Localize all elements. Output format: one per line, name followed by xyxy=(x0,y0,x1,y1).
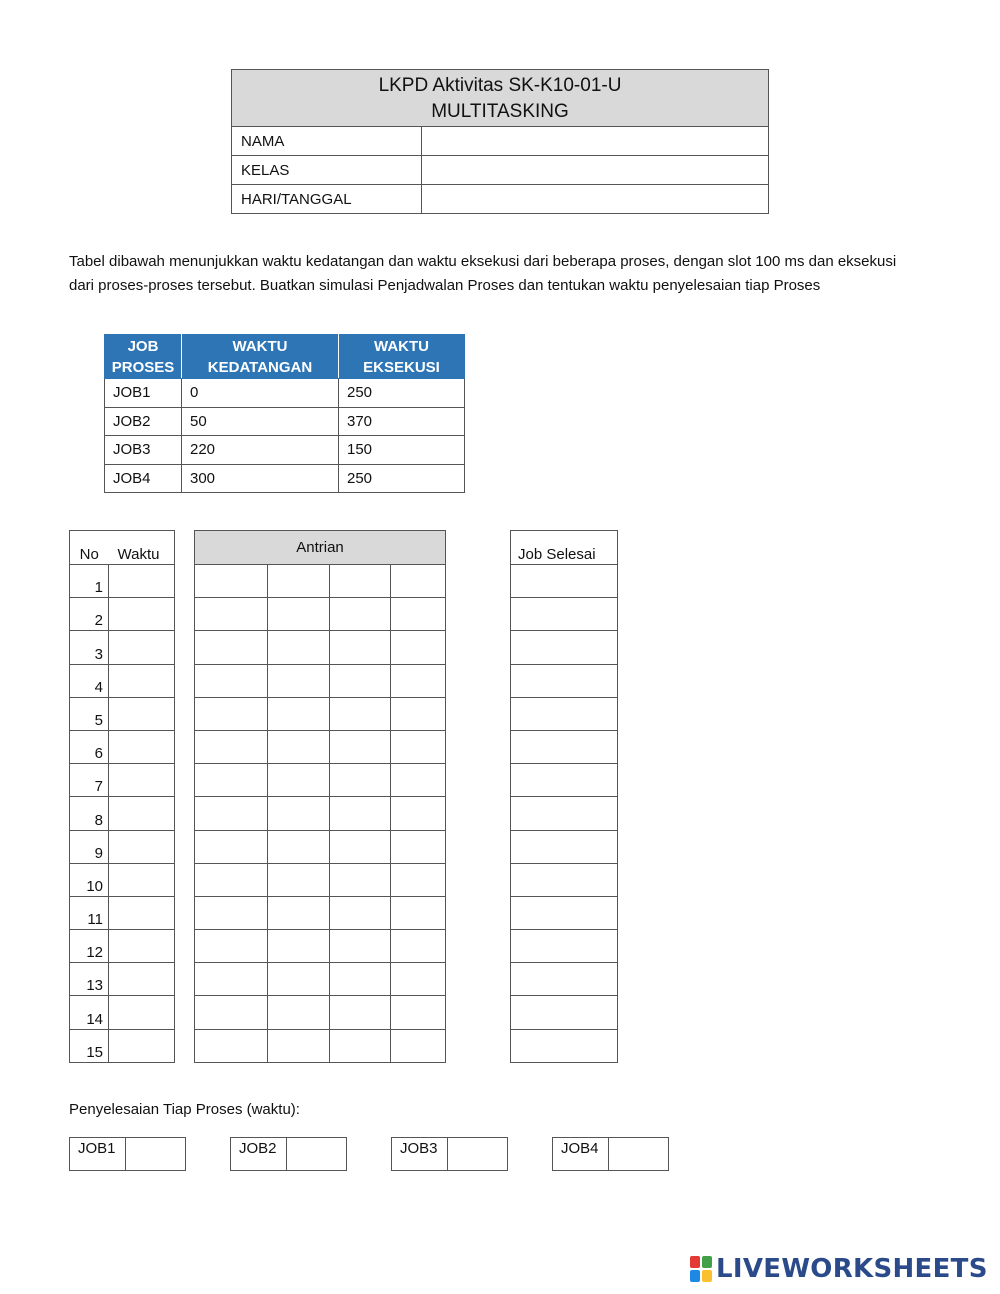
job-selesai-input-cell[interactable] xyxy=(511,830,618,863)
completion-job-input[interactable] xyxy=(448,1138,508,1171)
table-row xyxy=(70,797,175,830)
table-row xyxy=(195,664,446,697)
job-selesai-input-cell[interactable] xyxy=(511,863,618,896)
job-name-cell: JOB4 xyxy=(105,464,182,493)
completion-job-input[interactable] xyxy=(609,1138,669,1171)
row-number-cell: 10 xyxy=(70,863,109,896)
completion-job-label: JOB2 xyxy=(231,1138,287,1171)
table-row xyxy=(511,896,618,929)
antrian-slot-2[interactable] xyxy=(268,730,330,763)
header-table xyxy=(231,69,769,214)
table-row xyxy=(195,730,446,763)
row-number-cell: 9 xyxy=(70,830,109,863)
table-row xyxy=(511,764,618,797)
job-selesai-input-cell[interactable] xyxy=(511,896,618,929)
job-selesai-input-cell[interactable] xyxy=(511,764,618,797)
table-row xyxy=(195,797,446,830)
antrian-slot-4[interactable] xyxy=(391,863,446,896)
selesai-body xyxy=(511,565,618,1063)
antrian-slot-1[interactable] xyxy=(195,896,268,929)
job-selesai-input-cell[interactable] xyxy=(511,598,618,631)
no-waktu-body xyxy=(70,565,175,1063)
row-number-cell: 1 xyxy=(70,565,109,598)
table-row xyxy=(511,930,618,963)
table-row xyxy=(70,830,175,863)
table-row xyxy=(70,1029,175,1062)
antrian-slot-3[interactable] xyxy=(330,697,391,730)
antrian-slot-4[interactable] xyxy=(391,565,446,598)
table-row xyxy=(70,730,175,763)
waktu-input-cell[interactable] xyxy=(109,896,175,929)
antrian-slot-2[interactable] xyxy=(268,963,330,996)
job-selesai-input-cell[interactable] xyxy=(511,797,618,830)
completion-row xyxy=(70,1138,186,1171)
antrian-slot-3[interactable] xyxy=(330,996,391,1029)
liveworksheets-logo xyxy=(690,1254,988,1284)
job-header-proses-line2: PROSES xyxy=(111,358,175,376)
table-row xyxy=(70,764,175,797)
antrian-slot-2[interactable] xyxy=(268,565,330,598)
table-row xyxy=(511,830,618,863)
table-row xyxy=(511,963,618,996)
antrian-slot-4[interactable] xyxy=(391,1029,446,1062)
antrian-slot-3[interactable] xyxy=(330,764,391,797)
table-row xyxy=(195,598,446,631)
antrian-slot-3[interactable] xyxy=(330,664,391,697)
waktu-input-cell[interactable] xyxy=(109,863,175,896)
antrian-slot-4[interactable] xyxy=(391,664,446,697)
table-row xyxy=(195,1029,446,1062)
row-number-cell: 7 xyxy=(70,764,109,797)
table-row xyxy=(195,565,446,598)
antrian-header-row xyxy=(195,531,446,565)
worksheet-title-line2: MULTITASKING xyxy=(431,101,569,122)
table-row xyxy=(511,631,618,664)
waktu-input-cell[interactable] xyxy=(109,631,175,664)
job-header-eksekusi-line1: WAKTU xyxy=(374,337,429,355)
table-row xyxy=(70,598,175,631)
waktu-input-cell[interactable] xyxy=(109,963,175,996)
antrian-slot-3[interactable] xyxy=(330,631,391,664)
antrian-slot-4[interactable] xyxy=(391,930,446,963)
antrian-slot-1[interactable] xyxy=(195,930,268,963)
antrian-body xyxy=(195,565,446,1063)
antrian-slot-1[interactable] xyxy=(195,797,268,830)
table-row xyxy=(511,697,618,730)
job-header-proses xyxy=(105,335,182,379)
row-number-cell: 15 xyxy=(70,1029,109,1062)
worksheet-title xyxy=(232,70,769,127)
table-row xyxy=(511,730,618,763)
liveworksheets-logo-text: LIVEWORKSHEETS xyxy=(716,1254,988,1284)
selesai-header-row xyxy=(511,531,618,565)
table-row xyxy=(195,631,446,664)
antrian-slot-4[interactable] xyxy=(391,830,446,863)
completion-box-job3 xyxy=(391,1137,508,1171)
antrian-slot-4[interactable] xyxy=(391,598,446,631)
field-row-hari-tanggal xyxy=(232,185,769,214)
antrian-slot-4[interactable] xyxy=(391,697,446,730)
waktu-input-cell[interactable] xyxy=(109,764,175,797)
row-number-cell: 12 xyxy=(70,930,109,963)
table-row xyxy=(195,963,446,996)
field-label-nama: NAMA xyxy=(232,127,422,156)
job-selesai-input-cell[interactable] xyxy=(511,996,618,1029)
completion-box-job1 xyxy=(69,1137,186,1171)
table-row xyxy=(511,598,618,631)
waktu-input-cell[interactable] xyxy=(109,1029,175,1062)
antrian-slot-3[interactable] xyxy=(330,598,391,631)
row-number-cell: 5 xyxy=(70,697,109,730)
mark-square-red xyxy=(690,1256,700,1268)
row-number-cell: 3 xyxy=(70,631,109,664)
row-number-cell: 2 xyxy=(70,598,109,631)
job-selesai-input-cell[interactable] xyxy=(511,697,618,730)
worksheet-title-line1: LKPD Aktivitas SK-K10-01-U xyxy=(378,75,622,96)
no-waktu-header-row xyxy=(70,531,175,565)
table-row xyxy=(511,1029,618,1062)
antrian-slot-1[interactable] xyxy=(195,697,268,730)
completion-box-job2 xyxy=(230,1137,347,1171)
antrian-slot-4[interactable] xyxy=(391,797,446,830)
waktu-input-cell[interactable] xyxy=(109,797,175,830)
antrian-slot-3[interactable] xyxy=(330,863,391,896)
antrian-slot-1[interactable] xyxy=(195,963,268,996)
job-name-cell: JOB1 xyxy=(105,379,182,408)
no-waktu-table xyxy=(69,530,175,1063)
job-arrival-cell: 300 xyxy=(182,464,339,493)
antrian-slot-1[interactable] xyxy=(195,1029,268,1062)
antrian-slot-4[interactable] xyxy=(391,963,446,996)
field-input-kelas[interactable] xyxy=(422,156,769,185)
antrian-slot-1[interactable] xyxy=(195,598,268,631)
table-row xyxy=(70,664,175,697)
antrian-slot-3[interactable] xyxy=(330,1029,391,1062)
antrian-slot-2[interactable] xyxy=(268,797,330,830)
antrian-slot-2[interactable] xyxy=(268,830,330,863)
antrian-slot-2[interactable] xyxy=(268,896,330,929)
table-row xyxy=(511,797,618,830)
completion-job-label: JOB3 xyxy=(392,1138,448,1171)
completion-job-input[interactable] xyxy=(287,1138,347,1171)
job-exec-cell: 250 xyxy=(339,379,465,408)
table-row xyxy=(70,863,175,896)
antrian-slot-2[interactable] xyxy=(268,697,330,730)
job-arrival-cell: 50 xyxy=(182,407,339,436)
job-table-header-row xyxy=(105,335,465,379)
table-row xyxy=(511,664,618,697)
antrian-slot-2[interactable] xyxy=(268,598,330,631)
completion-label: Penyelesaian Tiap Proses (waktu): xyxy=(69,1101,300,1118)
table-row xyxy=(70,631,175,664)
row-number-cell: 14 xyxy=(70,996,109,1029)
antrian-slot-2[interactable] xyxy=(268,1029,330,1062)
completion-box-job4 xyxy=(552,1137,669,1171)
table-row xyxy=(70,963,175,996)
waktu-header: Waktu xyxy=(109,531,175,565)
job-selesai-input-cell[interactable] xyxy=(511,565,618,598)
antrian-slot-2[interactable] xyxy=(268,863,330,896)
row-number-cell: 8 xyxy=(70,797,109,830)
job-arrival-cell: 220 xyxy=(182,436,339,465)
antrian-slot-4[interactable] xyxy=(391,631,446,664)
job-exec-cell: 370 xyxy=(339,407,465,436)
completion-job-label: JOB1 xyxy=(70,1138,126,1171)
row-number-cell: 4 xyxy=(70,664,109,697)
job-exec-cell: 150 xyxy=(339,436,465,465)
completion-job-input[interactable] xyxy=(126,1138,186,1171)
table-row xyxy=(511,996,618,1029)
header-title-row xyxy=(232,70,769,127)
waktu-input-cell[interactable] xyxy=(109,996,175,1029)
waktu-input-cell[interactable] xyxy=(109,697,175,730)
antrian-slot-2[interactable] xyxy=(268,996,330,1029)
waktu-input-cell[interactable] xyxy=(109,565,175,598)
no-header: No xyxy=(70,531,109,565)
job-selesai-input-cell[interactable] xyxy=(511,1029,618,1062)
field-row-kelas xyxy=(232,156,769,185)
antrian-slot-1[interactable] xyxy=(195,764,268,797)
antrian-slot-3[interactable] xyxy=(330,896,391,929)
table-row xyxy=(195,697,446,730)
field-label-kelas: KELAS xyxy=(232,156,422,185)
job-header-eksekusi-line2: EKSEKUSI xyxy=(363,358,440,376)
antrian-slot-4[interactable] xyxy=(391,896,446,929)
table-row xyxy=(511,565,618,598)
antrian-slot-3[interactable] xyxy=(330,730,391,763)
antrian-slot-2[interactable] xyxy=(268,631,330,664)
antrian-slot-1[interactable] xyxy=(195,664,268,697)
table-row xyxy=(105,379,465,408)
antrian-slot-1[interactable] xyxy=(195,631,268,664)
mark-square-yellow xyxy=(702,1270,712,1282)
job-selesai-input-cell[interactable] xyxy=(511,664,618,697)
job-selesai-input-cell[interactable] xyxy=(511,963,618,996)
antrian-slot-3[interactable] xyxy=(330,565,391,598)
job-header-proses-line1: JOB xyxy=(127,337,159,355)
waktu-input-cell[interactable] xyxy=(109,830,175,863)
antrian-slot-1[interactable] xyxy=(195,830,268,863)
job-selesai-table xyxy=(510,530,618,1063)
table-row xyxy=(195,896,446,929)
antrian-slot-1[interactable] xyxy=(195,863,268,896)
antrian-header: Antrian xyxy=(195,531,446,565)
antrian-slot-4[interactable] xyxy=(391,764,446,797)
table-row xyxy=(195,930,446,963)
antrian-slot-4[interactable] xyxy=(391,730,446,763)
table-row xyxy=(195,863,446,896)
job-header-kedatangan xyxy=(182,335,339,379)
field-row-nama xyxy=(232,127,769,156)
waktu-input-cell[interactable] xyxy=(109,730,175,763)
job-selesai-header: Job Selesai xyxy=(511,531,618,565)
antrian-slot-3[interactable] xyxy=(330,963,391,996)
table-row xyxy=(70,896,175,929)
waktu-input-cell[interactable] xyxy=(109,598,175,631)
field-input-nama[interactable] xyxy=(422,127,769,156)
antrian-slot-1[interactable] xyxy=(195,730,268,763)
table-row xyxy=(70,697,175,730)
job-arrival-cell: 0 xyxy=(182,379,339,408)
field-input-hari-tanggal[interactable] xyxy=(422,185,769,214)
antrian-slot-4[interactable] xyxy=(391,996,446,1029)
job-selesai-input-cell[interactable] xyxy=(511,631,618,664)
completion-row xyxy=(553,1138,669,1171)
waktu-input-cell[interactable] xyxy=(109,664,175,697)
table-row xyxy=(105,407,465,436)
completion-row xyxy=(231,1138,347,1171)
antrian-slot-1[interactable] xyxy=(195,565,268,598)
job-selesai-input-cell[interactable] xyxy=(511,730,618,763)
job-header-kedatangan-line2: KEDATANGAN xyxy=(207,358,313,376)
instructions-text: Tabel dibawah menunjukkan waktu kedatangan dan waktu eksekusi dari beberapa proses, dengan slot 100 ms dan eksekusi dari proses-proses tersebut. Buatkan simulasi Penjadwalan Proses dan tentukan waktu penyelesaian tiap Proses xyxy=(69,253,897,294)
job-header-eksekusi xyxy=(339,335,465,379)
antrian-slot-2[interactable] xyxy=(268,930,330,963)
liveworksheets-mark-icon xyxy=(690,1256,712,1282)
table-row xyxy=(195,996,446,1029)
antrian-table xyxy=(194,530,446,1063)
antrian-slot-2[interactable] xyxy=(268,764,330,797)
mark-square-green xyxy=(702,1256,712,1268)
row-number-cell: 6 xyxy=(70,730,109,763)
job-process-table xyxy=(104,334,465,493)
completion-row xyxy=(392,1138,508,1171)
mark-square-blue xyxy=(690,1270,700,1282)
antrian-slot-1[interactable] xyxy=(195,996,268,1029)
antrian-slot-3[interactable] xyxy=(330,830,391,863)
job-name-cell: JOB3 xyxy=(105,436,182,465)
completion-job-label: JOB4 xyxy=(553,1138,609,1171)
table-row xyxy=(105,436,465,465)
waktu-input-cell[interactable] xyxy=(109,930,175,963)
table-row xyxy=(70,930,175,963)
row-number-cell: 13 xyxy=(70,963,109,996)
table-row xyxy=(195,764,446,797)
job-name-cell: JOB2 xyxy=(105,407,182,436)
table-row xyxy=(195,830,446,863)
table-row xyxy=(511,863,618,896)
table-row xyxy=(70,996,175,1029)
antrian-slot-3[interactable] xyxy=(330,930,391,963)
field-label-hari-tanggal: HARI/TANGGAL xyxy=(232,185,422,214)
antrian-slot-2[interactable] xyxy=(268,664,330,697)
job-exec-cell: 250 xyxy=(339,464,465,493)
table-row xyxy=(105,464,465,493)
job-selesai-input-cell[interactable] xyxy=(511,930,618,963)
antrian-slot-3[interactable] xyxy=(330,797,391,830)
table-row xyxy=(70,565,175,598)
row-number-cell: 11 xyxy=(70,896,109,929)
job-header-kedatangan-line1: WAKTU xyxy=(232,337,288,355)
